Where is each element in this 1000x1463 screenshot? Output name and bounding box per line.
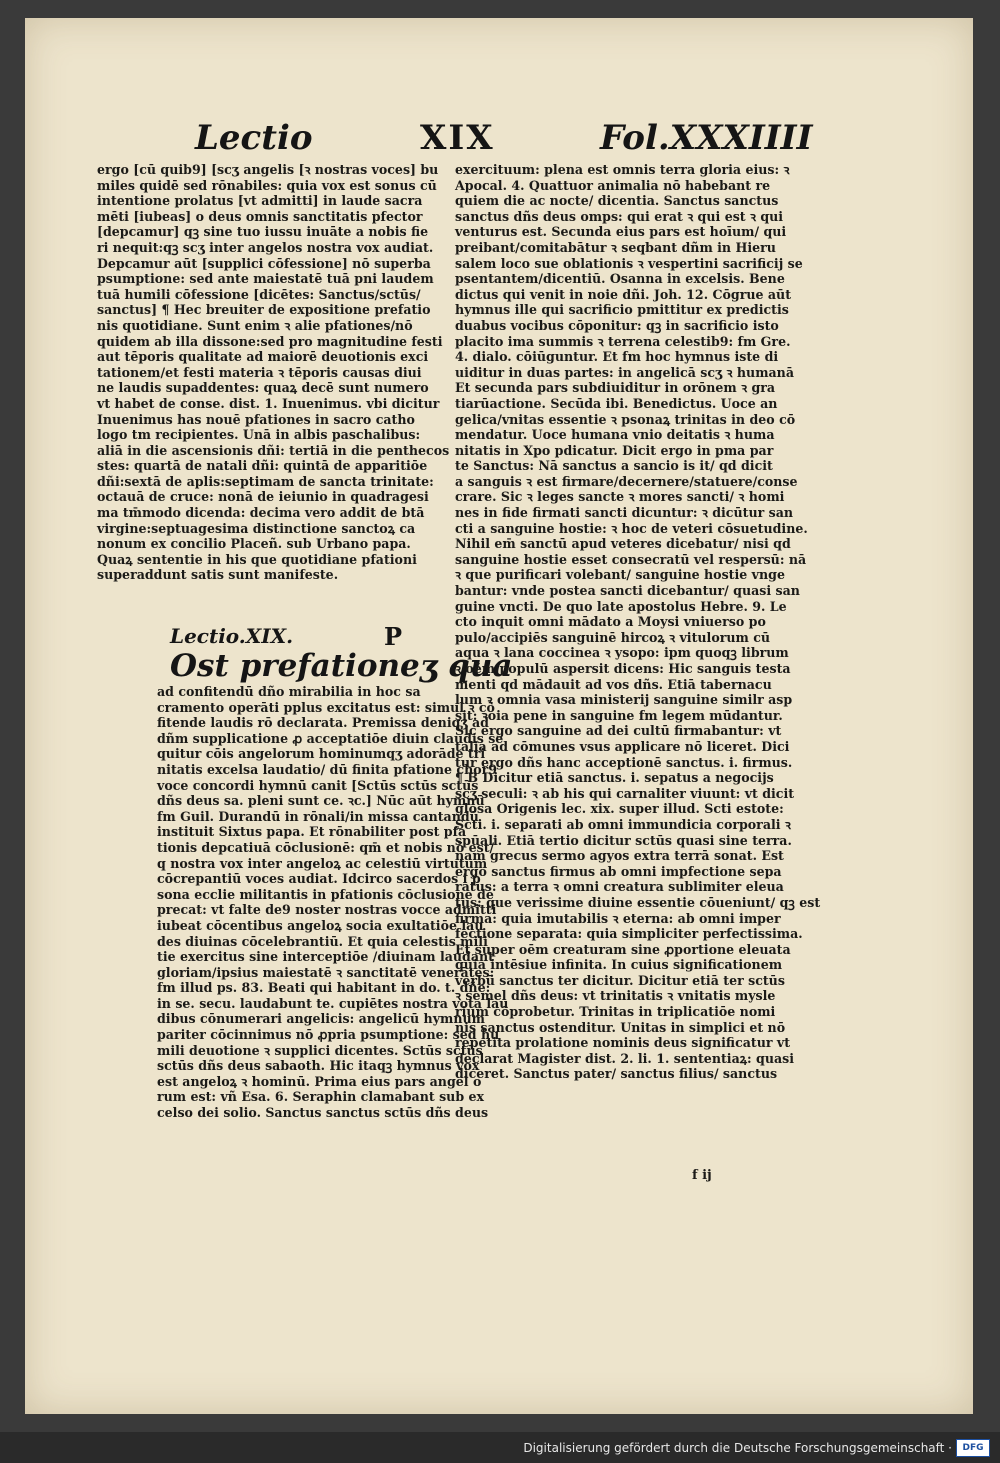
- text-line: nis quotidiane. Sunt enim ꝛ alie pfationes/nō: [97, 317, 413, 333]
- text-line: salem loco sue oblationis ꝛ vespertini sacrificij se: [455, 255, 803, 271]
- text-line: sona ecclie militantis in pfationis cōclusione de: [157, 886, 494, 902]
- lectio-label: Lectio.XIX.: [170, 624, 294, 648]
- text-line: firma: quia imutabilis ꝛ eterna: ab omni imper: [455, 910, 781, 926]
- text-line: ꝛ semel dñs deus: vt trinitatis ꝛ vnitatis mysle: [455, 988, 776, 1004]
- text-line: iubeat cōcentibus angeloꝝ socia exultatiōe lau: [157, 917, 484, 933]
- header-number: XIX: [420, 118, 495, 158]
- text-line: fitende laudis rō declarata. Premissa deniqʒ ad: [157, 715, 489, 731]
- text-line: Nihil em̄ sanctū apud veteres dicebatur/ nisi qd: [455, 536, 791, 552]
- text-line: sanctus dñs deus omps: qui erat ꝛ qui est ꝛ qui: [455, 208, 784, 224]
- text-line: quiem die ac nocte/ dicentia. Sanctus sanctus: [455, 193, 779, 209]
- text-line: celso dei solio. Sanctus sanctus sctūs dñs deus: [157, 1105, 489, 1121]
- text-line: ad confitendū dño mirabilia in hoc sa: [157, 684, 421, 699]
- right-column: [455, 162, 821, 1082]
- text-line: cto inquit omni mādato a Moysi vniuerso po: [455, 614, 766, 630]
- text-line: tus: que verissime diuine essentie cōueniunt/ qꝫ est: [455, 894, 821, 910]
- text-line: lum ꝛ omnia vasa ministerij sanguine similr asp: [455, 692, 793, 708]
- text-line: rum est: vñ Esa. 6. Seraphin clamabant sub ex: [157, 1089, 485, 1105]
- text-line: Et super oēm creaturam sine ꝓportione eleuata: [455, 941, 791, 957]
- running-head: [145, 112, 813, 168]
- text-line: dictus qui venit in noie dñi. Joh. 12. Cōgrue aūt: [455, 286, 792, 302]
- text-line: ergo sanctus firmus ab omni impfectione sepa: [455, 863, 782, 879]
- text-line: repetita prolatione nominis deus significatur vt: [455, 1035, 791, 1051]
- text-line: dñm supplicatione ꝓ acceptatiōe diuin claudis se: [157, 730, 504, 746]
- text-line: aut tēporis qualitate ad maiorē deuotionis exci: [97, 349, 429, 365]
- text-line: ma tm̄modo dicenda: decima vero addit de btā: [97, 505, 425, 521]
- text-line: ne laudis supaddentes: quaꝝ decē sunt numero: [97, 380, 429, 396]
- text-line: ꝛ que purificari volebant/ sanguine hostie vnge: [455, 567, 785, 583]
- footer-bar: [0, 1432, 1000, 1463]
- text-line: voce concordi hymnū canit [Sctūs sctūs sctūs: [157, 777, 479, 793]
- opening-line: Ost prefationeʒ qua: [170, 648, 513, 684]
- text-line: octauā de cruce: nonā de ieiunio in quadragesi: [97, 489, 429, 505]
- text-line: tionis depcatiuā cōclusionē: qm̄ et nobis nō est/: [157, 839, 495, 855]
- text-line: tiarūactione. Secūda ibi. Benedictus. Uoce an: [455, 395, 778, 411]
- text-line: Inuenimus has nouē pfationes in sacro catho: [97, 411, 415, 427]
- text-line: exercituum: plena est omnis terra gloria eius: ꝛ: [455, 162, 790, 177]
- text-line: virgine:septuagesima distinctione sanctoꝝ ca: [97, 520, 416, 536]
- text-line: Sic ergo sanguine ad dei cultū firmabantur: vt: [455, 723, 782, 739]
- text-line: ri nequit:qꝫ scʒ inter angelos nostra vox audiat.: [97, 239, 434, 255]
- text-line: cramento operāti pplus excitatus est: simul ꝛ cō: [157, 699, 495, 715]
- text-line: diceret. Sanctus pater/ sanctus filius/ sanctus: [455, 1066, 778, 1082]
- text-line: nam grecus sermo agyos extra terrā sonat. Est: [455, 848, 784, 864]
- text-line: ratus: a terra ꝛ omni creatura sublimiter eleua: [455, 879, 784, 895]
- text-line: [depcamur] qꝫ sine tuo iussu inuāte a nobis fie: [97, 224, 429, 240]
- text-line: glosa Origenis lec. xix. super illud. Scti estote:: [455, 801, 784, 817]
- text-line: declarat Magister dist. 2. li. 1. sententiaꝝ: quasi: [455, 1050, 795, 1066]
- text-line: 4. dialo. cōiūguntur. Et fm hoc hymnus iste di: [455, 349, 779, 365]
- text-line: ergo [cū quib9] [scʒ angelis [ꝛ nostras voces] bu: [97, 162, 439, 177]
- text-line: sanguine hostie esset consecratū vel respersū: nā: [455, 551, 807, 567]
- text-line: te Sanctus: Nā sanctus a sancio is it/ qd dicit: [455, 458, 773, 474]
- text-line: scʒ seculi: ꝛ ab his qui carnaliter viuunt: vt dicit: [455, 785, 795, 801]
- text-line: dñs deus sa. pleni sunt ce. ꝛc.] Nūc aūt hymnū: [157, 793, 485, 809]
- text-line: Scti. i. separati ab omni immundicia corporali ꝛ: [455, 816, 791, 832]
- text-line: des diuinas cōcelebrantiū. Et quia celestis mili: [157, 933, 488, 949]
- text-line: spūali. Etiā tertio dicitur sctūs quasi sine terra.: [455, 832, 792, 848]
- text-line: verbū sanctus ter dicitur. Dicitur etiā ter sctūs: [455, 972, 785, 988]
- left-column-bottom: [157, 684, 509, 1121]
- text-line: q nostra vox inter angeloꝝ ac celestiū virtutum: [157, 855, 488, 871]
- text-line: ¶ B Dicitur etiā sanctus. i. sepatus a negocijs: [455, 770, 774, 786]
- text-line: mendatur. Uoce humana vnio deitatis ꝛ huma: [455, 427, 775, 443]
- text-line: placito ima summis ꝛ terrena celestib9: fm Gre.: [455, 333, 791, 349]
- text-line: precat: vt falte de9 noster nostras vocce admitti: [157, 902, 497, 918]
- text-line: Et secunda pars subdiuiditur in orōnem ꝛ gra: [455, 380, 776, 396]
- text-line: instituit Sixtus papa. Et rōnabiliter post pfa: [157, 824, 467, 840]
- text-line: ꝛ oēm populū aspersit dicens: Hic sanguis testa: [455, 661, 791, 676]
- text-line: logo tm recipientes. Unā in albis paschalibus:: [97, 427, 421, 443]
- text-line: tuā humili cōfessione [dicētes: Sanctus/sctūs/: [97, 286, 421, 302]
- header-folio: Fol.XXXIIII: [600, 118, 813, 158]
- text-line: nitatis in Xpo pdicatur. Dicit ergo in pma par: [455, 442, 774, 458]
- text-line: fectione separata: quia simpliciter perfectissima.: [455, 926, 803, 942]
- text-line: duabus vocibus cōponitur: qꝫ in sacrificio isto: [455, 317, 779, 333]
- text-line: uiditur in duas partes: in angelicā scʒ ꝛ humanā: [455, 364, 795, 380]
- header-lectio: Lectio: [195, 118, 313, 158]
- text-line: Depcamur aūt [supplici cōfessione] nō superba: [97, 255, 431, 271]
- text-line: sctūs dñs deus sabaoth. Hic itaqꝫ hymnus vox: [157, 1058, 480, 1074]
- text-line: cti a sanguine hostie: ꝛ hoc de veteri cōsuetudine.: [455, 520, 808, 536]
- text-line: tationem/et festi materia ꝛ tēporis causas diui: [97, 364, 422, 380]
- text-line: psumptione: sed ante maiestatē tuā pni laudem: [97, 271, 434, 287]
- text-line: tie exercitus sine interceptiōe /diuinam laudant: [157, 949, 494, 965]
- text-line: quia intēsiue infinita. In cuius significationem: [455, 957, 783, 973]
- text-line: crare. Sic ꝛ leges sancte ꝛ mores sancti/ ꝛ homi: [455, 489, 785, 505]
- text-line: intentione prolatus [vt admitti] in laude sacra: [97, 193, 423, 209]
- text-line: est angeloꝝ ꝛ hominū. Prima eius pars angel o: [157, 1073, 482, 1089]
- text-line: nis sanctus ostenditur. Unitas in simplici et nō: [455, 1019, 786, 1035]
- left-column-top: [97, 162, 450, 583]
- text-line: miles quidē sed rōnabiles: quia vox est sonus cū: [97, 177, 437, 193]
- text-line: fm illud ps. 83. Beati qui habitant in do. t. dñe:: [157, 980, 491, 996]
- text-line: hymnus ille qui sacrificio pmittitur ex predictis: [455, 302, 789, 318]
- text-line: quidem ab illa dissone:sed pro magnitudine festi: [97, 333, 443, 349]
- text-line: aliā in die ascensionis dñi: tertiā in die penthecos: [97, 442, 450, 458]
- text-line: talia ad cōmunes vsus applicare nō liceret. Dici: [455, 738, 790, 754]
- text-line: pariter cōcinnimus nō ꝓpria psumptione: sed hu: [157, 1027, 500, 1043]
- text-line: sanctus] ¶ Hec breuiter de expositione prefatio: [97, 302, 431, 318]
- footer-text: Digitalisierung gefördert durch die Deutsche Forschungsgemeinschaft ·: [523, 1441, 952, 1455]
- text-line: quitur cōis angelorum hominumqʒ adorāde tri: [157, 746, 486, 762]
- text-line: pulo/accipiēs sanguinē hircoꝝ ꝛ vitulorum cū: [455, 629, 771, 645]
- text-line: guine vncti. De quo late apostolus Hebre. 9. Le: [455, 598, 787, 614]
- lectio-heading: [170, 622, 513, 692]
- text-line: menti qd mādauit ad vos dñs. Etiā tabernacu: [455, 676, 772, 692]
- text-line: gelica/vnitas essentie ꝛ psonaꝝ trinitas in deo cō: [455, 411, 796, 427]
- text-line: mēti [iubeas] o deus omnis sanctitatis pfector: [97, 208, 423, 224]
- text-line: Quaꝝ sententie in his que quotidiane pfationi: [97, 551, 417, 567]
- text-line: rium cōprobetur. Trinitas in triplicatiōe nomi: [455, 1004, 776, 1020]
- text-line: superaddunt satis sunt manifeste.: [97, 567, 339, 583]
- text-line: vt habet de conse. dist. 1. Inuenimus. vbi dicitur: [97, 395, 440, 411]
- text-line: nes in fide firmati sancti dicuntur: ꝛ dicūtur san: [455, 505, 794, 521]
- text-line: a sanguis ꝛ est firmare/decernere/statuere/conse: [455, 473, 798, 489]
- text-line: tur ergo dñs hanc acceptionē sanctus. i. firmus.: [455, 754, 793, 770]
- text-line: sit: ꝛoia pene in sanguine fm legem mūdantur.: [455, 707, 783, 723]
- signature-mark: f ij: [692, 1168, 712, 1183]
- text-line: dibus cōnumerari angelicis: angelicū hymnum: [157, 1011, 485, 1027]
- text-line: nonum ex concilio Placeñ. sub Urbano papa.: [97, 536, 411, 552]
- dfg-logo-icon: [956, 1439, 990, 1457]
- text-line: mili deuotione ꝛ supplici dicentes. Sctūs sctūs: [157, 1042, 483, 1058]
- text-line: bantur: vnde postea sancti dicebantur/ quasi san: [455, 583, 800, 599]
- text-line: Apocal. 4. Quattuor animalia nō habebant re: [455, 177, 771, 193]
- text-line: in se. secu. laudabunt te. cupiētes nostra vota lau: [157, 995, 509, 1011]
- drop-initial: P: [384, 622, 403, 651]
- text-line: psentantem/dicentiū. Osanna in excelsis. Bene: [455, 271, 785, 287]
- text-line: fm Guil. Durandū in rōnali/in missa cantandū: [157, 808, 479, 824]
- text-line: preibant/comitabātur ꝛ seqbant dñm in Hieru: [455, 239, 776, 255]
- text-line: aqua ꝛ lana coccinea ꝛ ysopo: ipm quoqꝫ librum: [455, 645, 789, 661]
- text-line: venturus est. Secunda eius pars est hoīum/ qui: [455, 224, 787, 240]
- text-line: stes: quartā de natali dñi: quintā de apparitiōe: [97, 458, 428, 474]
- text-line: dñi:sextā de aplis:septimam de sancta trinitate:: [97, 473, 434, 489]
- text-line: gloriam/ipsius maiestatē ꝛ sanctitatē venerātes:: [157, 964, 495, 980]
- text-line: cōcrepantiū voces audiat. Idcirco sacerdos i p: [157, 871, 481, 887]
- dfg-logo-text: DFG: [962, 1443, 984, 1453]
- text-line: nitatis excelsa laudatio/ dū finita pfatione chor9: [157, 761, 498, 777]
